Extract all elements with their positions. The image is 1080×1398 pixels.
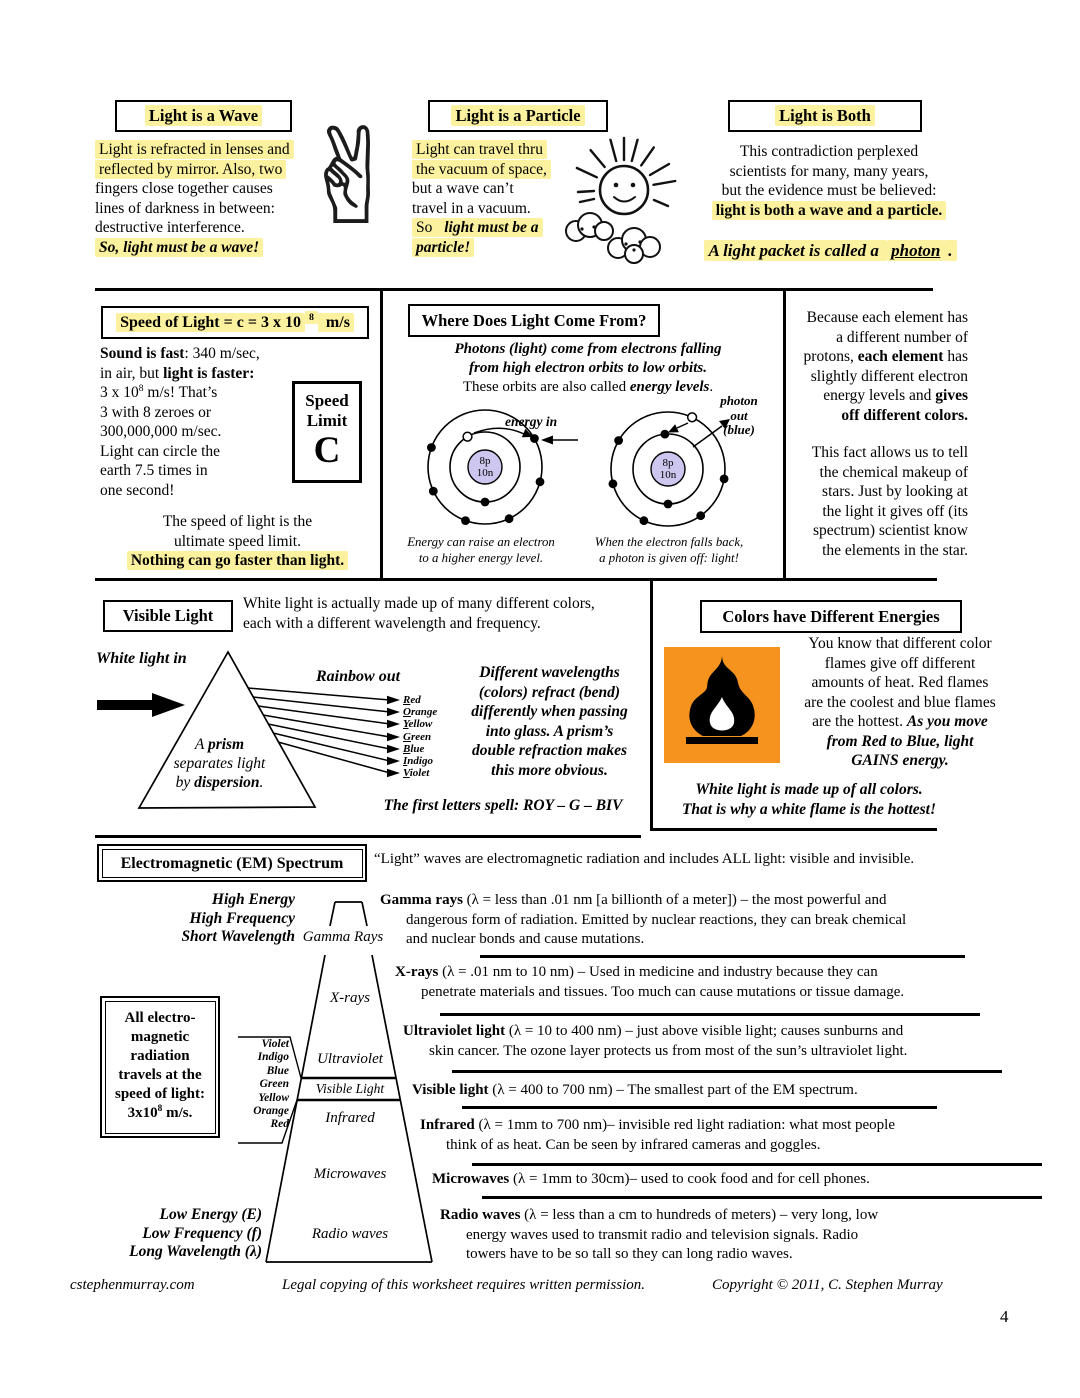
pyramid-label-gamma: Gamma Rays: [302, 929, 384, 945]
footer-legal: Legal copying of this worksheet requires written permission.: [282, 1277, 646, 1293]
footer-website: cstephenmurray.com: [70, 1277, 195, 1293]
prism-caption: A prism separates light by dispersion.: [173, 736, 266, 791]
entry-separator: [480, 955, 965, 958]
entry-radio-waves: Radio waves (λ = less than a cm to hundreds of meters) – very long, low energy waves used to transmit radio and television signals. Radio towers have to be so tall so they can long radio waves.: [440, 1207, 879, 1262]
speed-limit-letter-c: C: [313, 430, 341, 471]
origin-intro: Photons (light) come from electrons falling from high electron orbits to low orbits. These orbits are also called energy levels.: [454, 341, 722, 395]
entry-visible-light: Visible light (λ = 400 to 700 nm) – The smallest part of the EM spectrum.: [412, 1082, 858, 1098]
pyramid-label-xrays: X-rays: [330, 990, 370, 1006]
nucleus-neutrons-label: 10n: [476, 467, 494, 479]
speed-conclusion: The speed of light is the ultimate speed limit. Nothing can go faster than light.: [105, 512, 370, 571]
nucleus-protons-label: 8p: [662, 457, 674, 469]
nucleus-neutrons-label: 10n: [659, 469, 677, 481]
energy-in-label: energy in: [505, 414, 558, 429]
divider-top: [95, 288, 933, 291]
rainbow-out-label: Rainbow out: [316, 668, 401, 685]
heading-speed-of-light-label: Speed of Light = c = 3 x 10 $^8$ m/s: [116, 314, 354, 332]
divider-visible-bottom: [95, 835, 641, 838]
heading-em-spectrum: [97, 844, 367, 882]
low-energy-labels: Low Energy (E) Low Frequency (f) Long Wavelength (λ): [129, 1206, 262, 1260]
speed-limit-word2: Limit: [306, 411, 348, 430]
entry-gamma-rays: Gamma rays (λ = less than .01 nm [a billionth of a meter]) – the most powerful and dangerous form of radiation. Emitted by nuclear reactions, they can break chemical and nuclear bonds and cause mutations.: [380, 892, 907, 947]
em-speed-box-text: All electro- magnetic radiation travels at the speed of light: $3x10^8$ m/s.: [105, 1001, 216, 1134]
wave-paragraph: Light is refracted in lenses and reflected by mirror. Also, two fingers close together causes lines of darkness in between: destructive interference. So, light must be a wave!: [95, 140, 310, 257]
entry-separator: [452, 1070, 1002, 1073]
excited-electron-open: [463, 432, 472, 441]
heading-visible-light-label: Visible Light: [122, 606, 214, 625]
particle-paragraph: Light can travel thru the vacuum of space, but a wave can’t travel in a vacuum. So light must be a particle!: [412, 140, 577, 257]
heading-where-does-light-come-from: [408, 304, 660, 337]
fall-arrow: [677, 423, 688, 428]
em-tagline: “Light” waves are electromagnetic radiation and includes ALL light: visible and invisible.: [374, 851, 915, 867]
sun-eye-right: [631, 183, 636, 188]
heading-light-is-a-wave-label: Light is a Wave: [145, 106, 262, 126]
falling-electron-open: [688, 413, 697, 422]
divider-middle: [95, 578, 937, 581]
pyramid-label-microwaves: Microwaves: [313, 1166, 387, 1182]
heading-light-is-both-label: Light is Both: [775, 106, 875, 126]
heading-light-is-a-wave: [115, 100, 292, 132]
entry-separator: [440, 1013, 980, 1016]
sun-face: [600, 166, 648, 214]
nucleus-protons-label: 8p: [479, 455, 491, 467]
pyramid-label-visible: Visible Light: [315, 1081, 385, 1096]
entry-xrays: X-rays (λ = .01 nm to 10 nm) – Used in medicine and industry because they can penetrate materials and tissues. Too much can cause mutations or tissue damage.: [395, 964, 905, 1000]
atom-caption-right: When the electron falls back, a photon is given off: light!: [594, 535, 744, 565]
elements-paragraph-2: This fact allows us to tell the chemical makeup of stars. Just by looking at the light it gives off (its spectrum) scientist know the elements in the star.: [811, 444, 968, 559]
speed-limit-word1: Speed: [305, 391, 349, 410]
both-paragraph: This contradiction perplexed scientists for many, many years, but the evidence must be believed: light is both a wave and a particle.: [690, 142, 968, 220]
sun-eye-left: [614, 183, 619, 188]
footer-copyright: Copyright © 2011, C. Stephen Murray: [712, 1277, 943, 1293]
entry-infrared: Infrared (λ = 1mm to 700 nm)– invisible red light radiation: what most people think of as heat. Can be seen by infrared cameras and goggles.: [420, 1117, 895, 1153]
heading-speed-of-light: [101, 306, 369, 339]
energies-conclusion: White light is made up of all colors. That is why a white flame is the hottest!: [681, 781, 937, 818]
heading-light-is-a-particle-label: Light is a Particle: [451, 106, 584, 126]
elements-paragraph-1: Because each element has a different number of protons, each element has slightly different electron energy levels and gives off different colors.: [803, 309, 968, 424]
spectrum-color-labels: Red Orange Yellow Green Blue Indigo Violet: [403, 694, 438, 780]
energy-in-arrowhead: [541, 436, 553, 445]
speed-paragraph: Sound is fast: 340 m/sec, in air, but light is faster: 3 x $10^8$ m/s! That’s 3 with 8 zeroes or 300,000,000 m/sec. Light can circle the earth 7.5 times in one second!: [100, 345, 260, 499]
entry-separator: [462, 1106, 937, 1109]
divider-vertical-left: [380, 290, 383, 580]
cloud-icons: [566, 213, 660, 263]
heading-visible-light: [103, 600, 233, 632]
photon-out-label: photon out (blue): [720, 393, 758, 437]
pyramid-label-radio: Radio waves: [311, 1226, 389, 1242]
heading-light-is-both: [728, 100, 922, 132]
sun-icon: [552, 128, 697, 266]
em-speed-box: [100, 996, 220, 1138]
refraction-paragraph: Different wavelengths (colors) refract (bend) differently when passing into glass. A prism’s double refraction makes this more obvious.: [471, 664, 628, 779]
colors-box-bottom-border: [650, 828, 937, 831]
flammable-icon: [664, 647, 780, 763]
rainbow-ray-arrowheads: [387, 696, 400, 777]
white-light-arrow: [97, 693, 185, 717]
entry-microwaves: Microwaves (λ = 1mm to 30cm)– used to cook food and for cell phones.: [432, 1171, 870, 1187]
heading-colors-energies: [700, 600, 962, 633]
page-number: 4: [1000, 1307, 1009, 1326]
white-light-in-label: White light in: [96, 650, 187, 667]
pyramid-label-infrared: Infrared: [325, 1110, 375, 1126]
flame-base-bar: [686, 737, 758, 744]
victory-hand-glyph: ✌: [296, 101, 407, 255]
heading-origin-label: Where Does Light Come From?: [421, 310, 647, 330]
heading-colors-energies-label: Colors have Different Energies: [722, 606, 940, 626]
heading-em-spectrum-label: Electromagnetic (EM) Spectrum: [102, 849, 363, 878]
roy-g-biv-line: The first letters spell: ROY – G – BIV: [383, 797, 623, 814]
victory-hand-icon: [296, 101, 407, 255]
speed-limit-sign: [292, 381, 362, 483]
photon-statement: A light packet is called a photon .: [688, 240, 973, 262]
entry-ultraviolet: Ultraviolet light (λ = 10 to 400 nm) – just above visible light; causes sunburns and skin cancer. The ozone layer protects us from most of the sun’s ultraviolet light.: [403, 1023, 908, 1059]
entry-separator: [482, 1196, 1042, 1199]
excitation-arrow: [474, 428, 524, 434]
visible-light-intro: White light is actually made up of many different colors, each with a different wavelength and frequency.: [243, 595, 595, 632]
pyramid-label-uv: Ultraviolet: [317, 1051, 383, 1067]
atom-caption-left: Energy can raise an electron to a higher energy level.: [407, 535, 555, 565]
rainbow-color-list: Violet Indigo Blue Green Yellow Orange Red: [253, 1038, 289, 1131]
entry-separator: [472, 1163, 1042, 1166]
high-energy-labels: High Energy High Frequency Short Wavelength: [181, 891, 295, 945]
energies-paragraph: You know that different color flames give off different amounts of heat. Red flames are the coolest and blue flames are the hottest. As you move from Red to Blue, light GAINS energy.: [804, 635, 996, 769]
